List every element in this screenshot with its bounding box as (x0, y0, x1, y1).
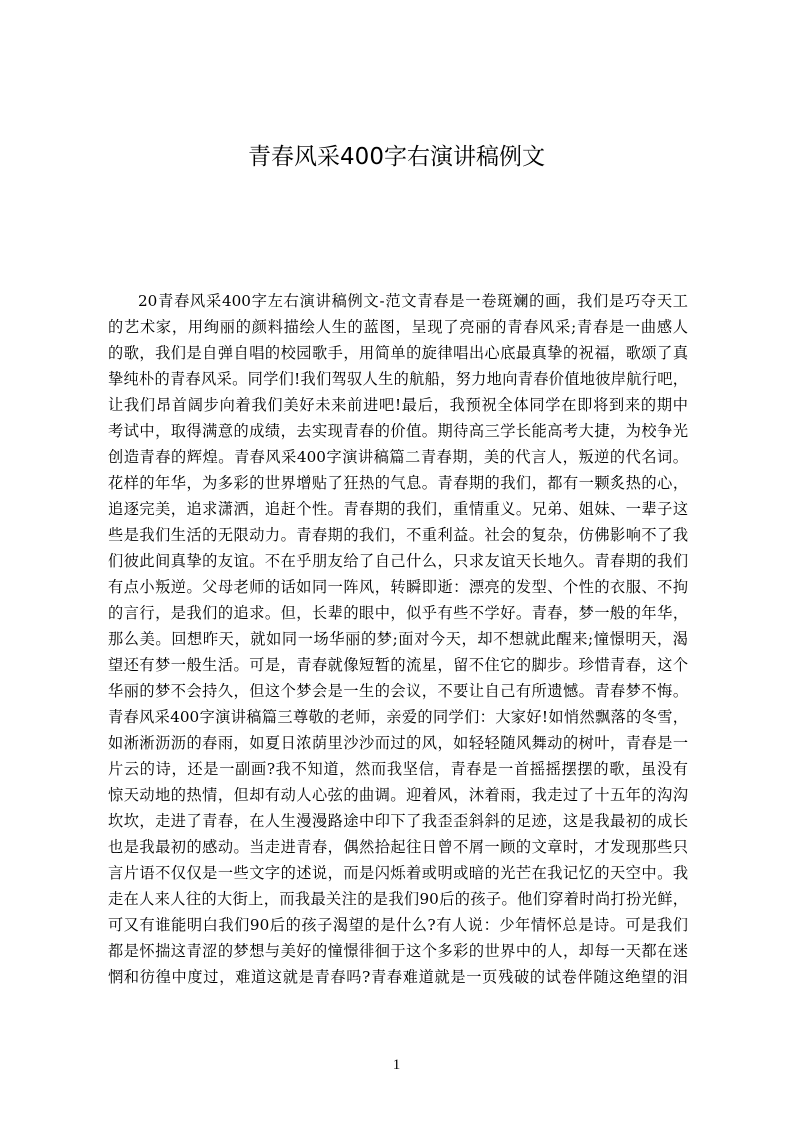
text-line: 追逐完美，追求潇洒，追赶个性。青春期的我们，重情重义。兄弟、姐妹、一辈子这 (108, 500, 688, 518)
text-line: 创造青春的辉煌。青春风采400字演讲稿篇二青春期，美的代言人，叛逆的代名词。 (108, 448, 688, 466)
document-title: 青春风采400字右演讲稿例文 (248, 144, 545, 170)
text-line: 们彼此间真挚的友谊。不在乎朋友给了自己什么，只求友谊天长地久。青春期的我们 (108, 552, 688, 570)
text-line: 的歌，我们是自弹自唱的校园歌手，用简单的旋律唱出心底最真挚的祝福，歌颂了真 (108, 344, 688, 362)
text-line: 青春风采400字演讲稿篇三尊敬的老师，亲爱的同学们：大家好!如悄然飘落的冬雪， (108, 708, 688, 726)
text-line: 可又有谁能明白我们90后的孩子渴望的是什么?有人说：少年情怀总是诗。可是我们 (108, 916, 688, 934)
text-line: 华丽的梦不会持久，但这个梦会是一生的会议，不要让自己有所遗憾。青春梦不悔。 (108, 682, 688, 700)
text-line: 如淅淅沥沥的春雨，如夏日浓荫里沙沙而过的风，如轻轻随风舞动的树叶，青春是一 (108, 734, 688, 752)
text-line: 片云的诗，还是一副画?我不知道，然而我坚信，青春是一首摇摇摆摆的歌，虽没有 (108, 760, 688, 778)
text-line: 花样的年华，为多彩的世界增贴了狂热的气息。青春期的我们，都有一颗炙热的心， (108, 474, 688, 492)
body-text (108, 288, 688, 990)
text-line: 望还有梦一般生活。可是，青春就像短暂的流星，留不住它的脚步。珍惜青春，这个 (108, 656, 688, 674)
text-line: 都是怀揣这青涩的梦想与美好的憧憬徘徊于这个多彩的世界中的人，却每一天都在迷 (108, 942, 688, 960)
text-line: 的言行，是我们的追求。但，长辈的眼中，似乎有些不学好。青春，梦一般的年华， (108, 604, 688, 622)
text-line: 坎坎，走进了青春，在人生漫漫路途中印下了我歪歪斜斜的足迹，这是我最初的成长 (108, 812, 688, 830)
text-line: 也是我最初的感动。当走进青春，偶然拾起往日曾不屑一顾的文章时，才发现那些只 (108, 838, 688, 856)
text-line: 考试中，取得满意的成绩，去实现青春的价值。期待高三学长能高考大捷，为校争光 (108, 422, 688, 440)
page-number: 1 (392, 1057, 401, 1073)
text-line: 的艺术家，用绚丽的颜料描绘人生的蓝图，呈现了亮丽的青春风采;青春是一曲感人 (108, 318, 688, 336)
text-line: 20青春风采400字左右演讲稿例文-范文青春是一卷斑斓的画，我们是巧夺天工 (138, 292, 688, 310)
text-line: 些是我们生活的无限动力。青春期的我们，不重利益。社会的复杂，仿佛影响不了我 (108, 526, 688, 544)
text-line: 挚纯朴的青春风采。同学们!我们驾驭人生的航船，努力地向青春价值地彼岸航行吧， (108, 370, 688, 388)
text-line: 惘和彷徨中度过，难道这就是青春吗?青春难道就是一页残破的试卷伴随这绝望的泪 (108, 968, 688, 986)
text-line: 言片语不仅仅是一些文字的述说，而是闪烁着或明或暗的光芒在我记忆的天空中。我 (108, 864, 688, 882)
text-line: 走在人来人往的大街上，而我最关注的是我们90后的孩子。他们穿着时尚打扮光鲜， (108, 890, 688, 908)
text-line: 让我们昂首阔步向着我们美好未来前进吧!最后，我预祝全体同学在即将到来的期中 (108, 396, 688, 414)
text-line: 有点小叛逆。父母老师的话如同一阵风，转瞬即逝：漂亮的发型、个性的衣服、不拘 (108, 578, 688, 596)
text-line: 那么美。回想昨天，就如同一场华丽的梦;面对今天，却不想就此醒来;憧憬明天，渴 (108, 630, 688, 648)
text-line: 惊天动地的热情，但却有动人心弦的曲调。迎着风，沐着雨，我走过了十五年的沟沟 (108, 786, 688, 804)
